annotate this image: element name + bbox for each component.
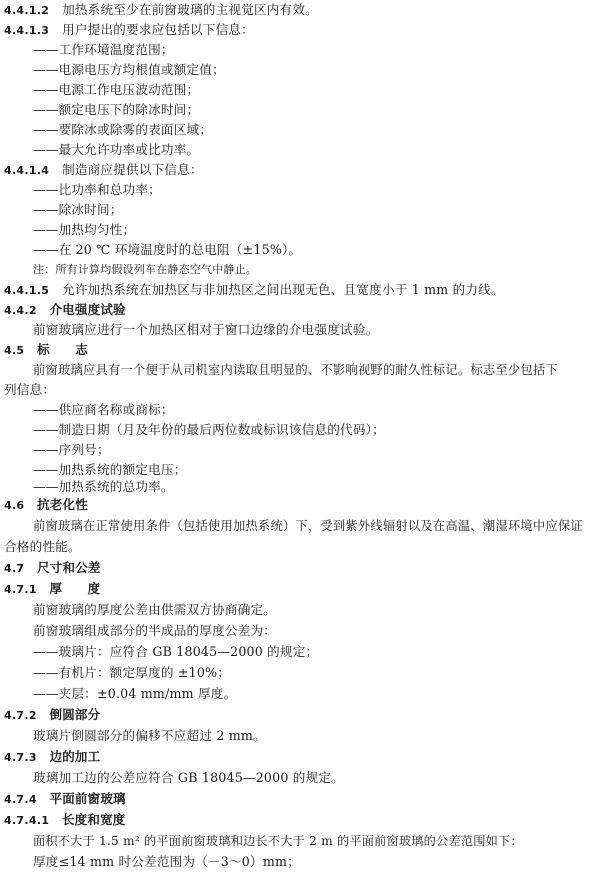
clause-number: 4.4.1.5 bbox=[4, 284, 50, 297]
clause-text: 加热系统至少在前窗玻璃的主视觉区内有效。 bbox=[62, 2, 318, 17]
list-item: ——除冰时间； bbox=[33, 202, 123, 217]
note: 注：所有计算均假设列车在静态空气中静止。 bbox=[33, 263, 257, 276]
clause-text: 制造商应提供以下信息： bbox=[62, 162, 203, 177]
heading-4-7 bbox=[4, 558, 101, 578]
list-item: ——玻璃片：应符合 GB 18045—2000 的规定； bbox=[33, 644, 319, 659]
heading-4-5 bbox=[4, 340, 88, 360]
heading-4-7-3 bbox=[4, 747, 100, 767]
paragraph-continuation: 列信息： bbox=[4, 382, 56, 397]
list-item: ——要除冰或除雾的表面区域； bbox=[33, 122, 213, 137]
clause-4-4-1-2 bbox=[4, 0, 318, 20]
paragraph: 前窗玻璃在正常使用条件（包括使用加热系统）下，受到紫外线辐射以及在高温、潮湿环境中应保证 bbox=[33, 519, 583, 533]
heading-text: 抗老化性 bbox=[37, 497, 88, 512]
heading-text: 倒圆部分 bbox=[49, 707, 101, 722]
clause-number: 4.4.1.2 bbox=[4, 4, 50, 17]
heading-text: 平面前窗玻璃 bbox=[49, 791, 126, 806]
clause-4-4-1-3 bbox=[4, 20, 254, 40]
clause-number: 4.7.1 bbox=[4, 583, 37, 596]
list-item: ——最大允许功率或比功率。 bbox=[33, 142, 200, 157]
list-item: ——比功率和总功率； bbox=[33, 182, 161, 197]
clause-text: 用户提出的要求应包括以下信息： bbox=[62, 22, 254, 37]
list-item: ——电源电压方均根值或额定值； bbox=[33, 62, 225, 77]
list-item: ——夹层：±0.04 mm/mm 厚度。 bbox=[33, 686, 237, 701]
list-item: ——供应商名称或商标； bbox=[33, 402, 174, 417]
paragraph: 前窗玻璃应进行一个加热区相对于窗口边缘的介电强度试验。 bbox=[33, 322, 379, 337]
clause-4-4-1-5 bbox=[4, 280, 504, 300]
clause-4-4-1-4 bbox=[4, 160, 203, 180]
heading-4-4-2 bbox=[4, 300, 126, 320]
list-item: ——加热系统的额定电压； bbox=[33, 462, 187, 477]
paragraph: 厚度≤14 mm 时公差范围为（－3～0）mm； bbox=[33, 854, 300, 869]
clause-number: 4.6 bbox=[4, 499, 25, 512]
paragraph: 前窗玻璃组成部分的半成品的厚度公差为： bbox=[33, 623, 277, 638]
list-item: ——工作环境温度范围； bbox=[33, 42, 174, 57]
list-item: ——电源工作电压波动范围； bbox=[33, 82, 200, 97]
clause-number: 4.4.1.4 bbox=[4, 164, 50, 177]
heading-text: 尺寸和公差 bbox=[37, 560, 101, 575]
paragraph: 前窗玻璃应具有一个便于从司机室内读取且明显的、不影响视野的耐久性标记。标志至少包括下 bbox=[33, 363, 558, 377]
heading-4-7-4 bbox=[4, 789, 126, 809]
heading-text: 介电强度试验 bbox=[49, 302, 126, 317]
paragraph-continuation: 合格的性能。 bbox=[4, 539, 81, 554]
list-item: ——额定电压下的除冰时间； bbox=[33, 102, 200, 117]
clause-number: 4.7.2 bbox=[4, 709, 37, 722]
heading-4-7-1 bbox=[4, 579, 100, 599]
heading-text: 长度和宽度 bbox=[61, 812, 126, 827]
heading-text: 标 志 bbox=[37, 342, 88, 357]
clause-number: 4.7.3 bbox=[4, 751, 37, 764]
list-item: ——制造日期（月及年份的最后两位数或标识该信息的代码）； bbox=[33, 422, 385, 437]
heading-4-7-2 bbox=[4, 705, 100, 725]
heading-4-7-4-1 bbox=[4, 810, 125, 830]
clause-number: 4.5 bbox=[4, 344, 25, 357]
list-item: ——在 20 ℃ 环境温度时的总电阻（±15%）。 bbox=[33, 242, 302, 257]
heading-text: 厚 度 bbox=[49, 581, 101, 596]
clause-text: 允许加热系统在加热区与非加热区之间出现无色、且宽度小于 1 mm 的力线。 bbox=[62, 282, 504, 297]
heading-text: 边的加工 bbox=[49, 749, 101, 764]
list-item: ——有机片：额定厚度的 ±10%； bbox=[33, 665, 231, 680]
paragraph: 面积不大于 1.5 m² 的平面前窗玻璃和边长不大于 2 m 的平面前窗玻璃的公差范围如下： bbox=[33, 834, 523, 848]
paragraph: 玻璃片倒圆部分的偏移不应超过 2 mm。 bbox=[33, 728, 266, 743]
list-item: ——加热均匀性； bbox=[33, 222, 136, 237]
paragraph: 前窗玻璃的厚度公差由供需双方协商确定。 bbox=[33, 602, 277, 617]
clause-number: 4.7.4.1 bbox=[4, 814, 50, 827]
list-item: ——加热系统的总功率。 bbox=[33, 479, 174, 494]
heading-4-6 bbox=[4, 495, 88, 515]
clause-number: 4.7 bbox=[4, 562, 25, 575]
clause-number: 4.7.4 bbox=[4, 793, 37, 806]
clause-number: 4.4.1.3 bbox=[4, 24, 50, 37]
list-item: ——序列号； bbox=[33, 442, 110, 457]
clause-number: 4.4.2 bbox=[4, 304, 37, 317]
paragraph: 玻璃加工边的公差应符合 GB 18045—2000 的规定。 bbox=[33, 770, 344, 785]
